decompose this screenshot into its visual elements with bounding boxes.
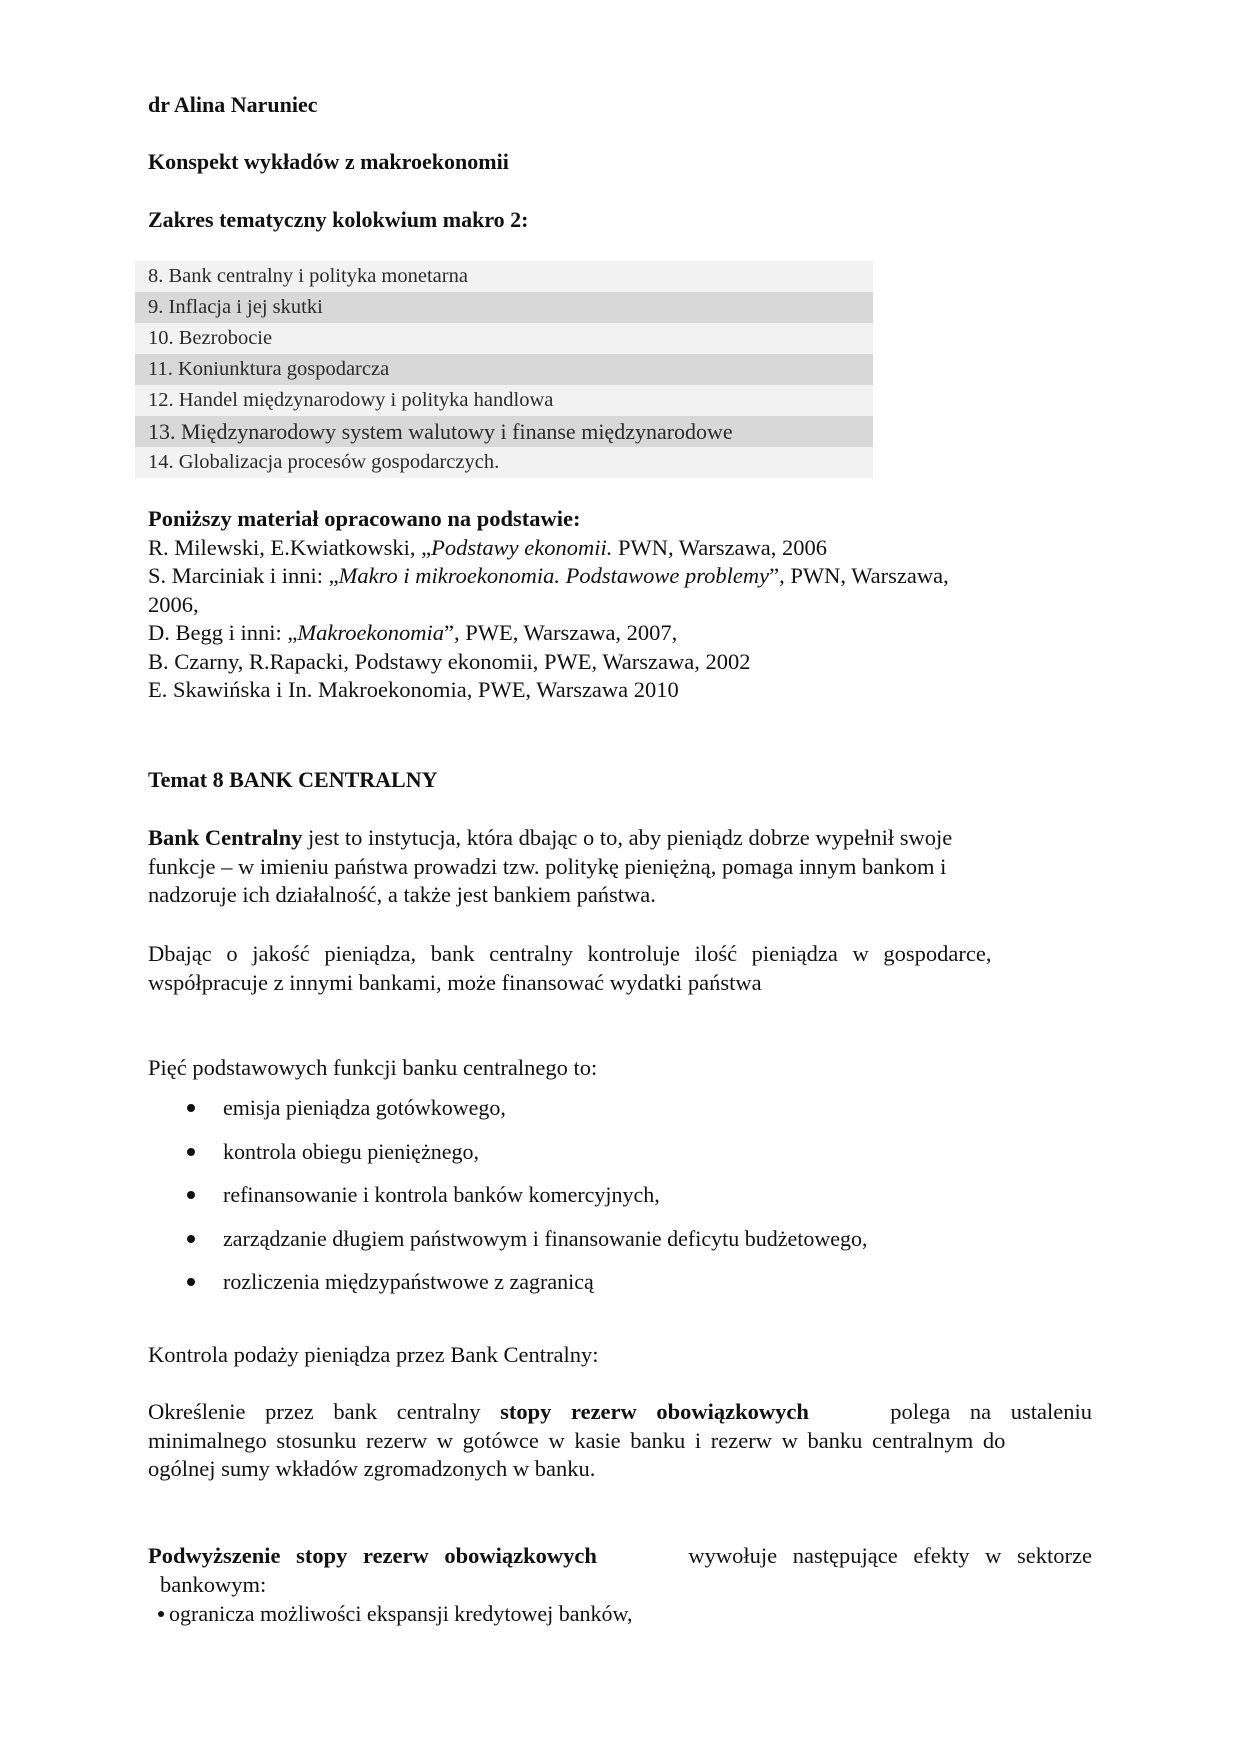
source-item: R. Milewski, E.Kwiatkowski, „Podstawy ekonomii. PWN, Warszawa, 2006 [148,534,827,560]
topic-row: 8. Bank centralny i polityka monetarna [135,261,873,292]
bullet-icon [187,1104,195,1112]
topic-row: 14. Globalizacja procesów gospodarczych. [135,447,873,478]
sources-block [148,505,1098,705]
bullet-icon [158,1611,164,1617]
topic-row: 11. Koniunktura gospodarcza [135,354,873,385]
paragraph-reserve-ratio: Określenie przez bank centralny stopy rezerw obowiązkowych polega na ustaleniu minimalnego stosunku rezerw w gotówce w kasie banku i rezerw w banku centralnym do ogólnej sumy wkładów zgromadzonych w banku. [148,1399,1092,1481]
source-item: S. Marciniak i inni: „Makro i mikroekonomia. Podstawowe problemy”, PWN, Warszawa, [148,563,949,588]
bullet-icon [187,1148,195,1156]
paragraph-definition: Bank Centralny jest to instytucja, która dbając o to, aby pieniądz dobrze wypełnił swoje funkcje – w imieniu państwa prowadzi tzw. politykę pieniężną, pomaga innym bankom i nadzoruje ich działalność, a także jest bankiem państwa. [148,825,953,907]
topic-row: 9. Inflacja i jej skutki [135,292,873,323]
source-item: B. Czarny, R.Rapacki, Podstawy ekonomii, PWE, Warszawa, 2002 [148,648,751,674]
functions-list [183,1094,1063,1312]
bullet-icon [187,1278,195,1286]
source-item: E. Skawińska i In. Makroekonomia, PWE, Warszawa 2010 [148,677,679,702]
topic-row: 12. Handel międzynarodowy i polityka handlowa [135,385,873,416]
topics-table [135,261,873,478]
author-name: dr Alina Naruniec [148,92,318,117]
bullet-icon [187,1235,195,1243]
functions-intro: Pięć podstawowych funkcji banku centralnego to: [148,1055,598,1080]
paragraph-quality: Dbając o jakość pieniądza, bank centralny kontroluje ilość pieniądza w gospodarce, współpracuje z innymi bankami, może finansować wydatki państwa [148,941,992,995]
section-title: Temat 8 BANK CENTRALNY [148,767,438,792]
topic-row: 13. Międzynarodowy system walutowy i finanse międzynarodowe [135,416,873,447]
list-item: kontrola obiegu pieniężnego, [183,1138,1063,1182]
list-item: rozliczenia międzypaństwowe z zagranicą [183,1268,1063,1312]
topic-row: 10. Bezrobocie [135,323,873,354]
control-heading: Kontrola podaży pieniądza przez Bank Centralny: [148,1342,599,1367]
effects-list [158,1600,633,1628]
list-item: emisja pieniądza gotówkowego, [183,1094,1063,1138]
list-item: zarządzanie długiem państwowym i finansowanie deficytu budżetowego, [183,1225,1063,1269]
document-title: Konspekt wykładów z makroekonomii [148,149,509,174]
sources-heading: Poniższy materiał opracowano na podstawie: [148,506,581,531]
bullet-icon [187,1191,195,1199]
scope-title: Zakres tematyczny kolokwium makro 2: [148,207,529,232]
list-item: refinansowanie i kontrola banków komercyjnych, [183,1181,1063,1225]
source-item: D. Begg i inni: „Makroekonomia”, PWE, Warszawa, 2007, [148,620,678,645]
paragraph-reserve-increase: Podwyższenie stopy rezerw obowiązkowych wywołuje następujące efekty w sektorze bankowym: [148,1543,1092,1597]
source-item-cont: 2006, [148,591,199,617]
list-item: ogranicza możliwości ekspansji kredytowej banków, [158,1600,633,1628]
